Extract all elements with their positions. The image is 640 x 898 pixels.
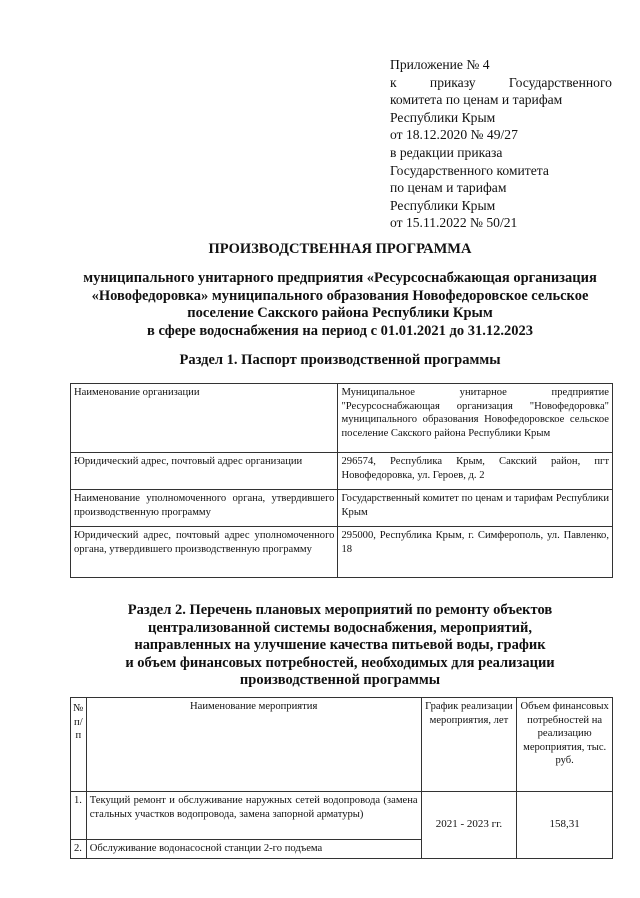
row-number: 1. <box>71 792 87 840</box>
passport-value: 296574, Республика Крым, Сакский район, пгт Новофедоровка, ул. Героев, д. 2 <box>338 453 613 490</box>
appendix-line: Республики Крым <box>390 197 496 213</box>
schedule-cell: 2021 - 2023 гг. <box>421 792 517 859</box>
appendix-line: от 18.12.2020 № 49/27 <box>390 127 518 143</box>
passport-table <box>70 383 613 578</box>
table-row <box>71 792 613 840</box>
section1-heading: Раздел 1. Паспорт производственной программы <box>179 352 501 368</box>
table-row <box>71 384 613 453</box>
section2-heading-line: направленных на улучшение качества питьевой воды, график <box>134 637 546 654</box>
table-header-row <box>71 698 613 792</box>
measure-name: Текущий ремонт и обслуживание наружных сетей водопровода (замена стальных участков водопровода, замена запорной арматуры) <box>86 792 421 840</box>
subtitle-line: «Новофедоровка» муниципального образования Новофедоровское сельское <box>91 287 589 304</box>
row-number: 2. <box>71 840 87 859</box>
column-header-volume: Объем финансовых потребностей на реализацию мероприятия, тыс. руб. <box>517 698 613 792</box>
table-row <box>71 490 613 527</box>
passport-label: Юридический адрес, почтовый адрес организации <box>71 453 338 490</box>
volume-cell: 158,31 <box>517 792 613 859</box>
section2-heading-line: Раздел 2. Перечень плановых мероприятий по ремонту объектов <box>127 602 553 618</box>
passport-label: Наименование организации <box>71 384 338 453</box>
appendix-line: Приложение № 4 <box>390 57 490 72</box>
appendix-line: от 15.11.2022 № 50/21 <box>390 215 518 231</box>
appendix-line: Государственного комитета <box>390 162 549 178</box>
appendix-line: в редакции приказа <box>390 144 503 160</box>
subtitle-line: поселение Сакского района Республики Крым <box>187 305 493 322</box>
passport-value: 295000, Республика Крым, г. Симферополь, ул. Павленко, 18 <box>338 527 613 578</box>
appendix-word: к <box>390 74 397 90</box>
appendix-block <box>390 56 612 232</box>
table-row <box>71 453 613 490</box>
measures-table <box>70 697 613 859</box>
appendix-line-justified <box>390 74 612 92</box>
appendix-word: приказу <box>429 74 476 90</box>
appendix-line: по ценам и тарифам <box>390 180 507 196</box>
passport-label: Юридический адрес, почтовый адрес уполномоченного органа, утвердившего производственную программу <box>71 527 338 578</box>
section2-heading <box>60 602 620 690</box>
document-subtitle <box>60 270 620 340</box>
document-title: ПРОИЗВОДСТВЕННАЯ ПРОГРАММА <box>208 241 472 257</box>
table-row <box>71 527 613 578</box>
appendix-word: Государственного <box>508 74 612 90</box>
measure-name: Обслуживание водонасосной станции 2-го подъема <box>86 840 421 859</box>
subtitle-line: муниципального унитарного предприятия «Ресурсоснабжающая организация <box>83 270 597 286</box>
column-header-num: № п/п <box>71 698 87 792</box>
column-header-name: Наименование мероприятия <box>86 698 421 792</box>
section2-heading-line: централизованной системы водоснабжения, мероприятий, <box>148 619 532 636</box>
passport-value: Муниципальное унитарное предприятие "Ресурсоснабжающая организация "Новофедоровка" муниципального образования Новофедоровское сельское поселение Сакского района Республики Крым <box>338 384 613 453</box>
section2-heading-line: производственной программы <box>239 672 441 689</box>
column-header-schedule: График реализации мероприятия, лет <box>421 698 517 792</box>
appendix-line: Республики Крым <box>390 109 496 125</box>
passport-label: Наименование уполномоченного органа, утвердившего производственную программу <box>71 490 338 527</box>
section2-heading-line: и объем финансовых потребностей, необходимых для реализации <box>125 654 555 671</box>
subtitle-line: в сфере водоснабжения на период с 01.01.2021 до 31.12.2023 <box>147 322 533 339</box>
passport-value: Государственный комитет по ценам и тарифам Республики Крым <box>338 490 613 527</box>
appendix-line: комитета по ценам и тарифам <box>390 92 563 108</box>
